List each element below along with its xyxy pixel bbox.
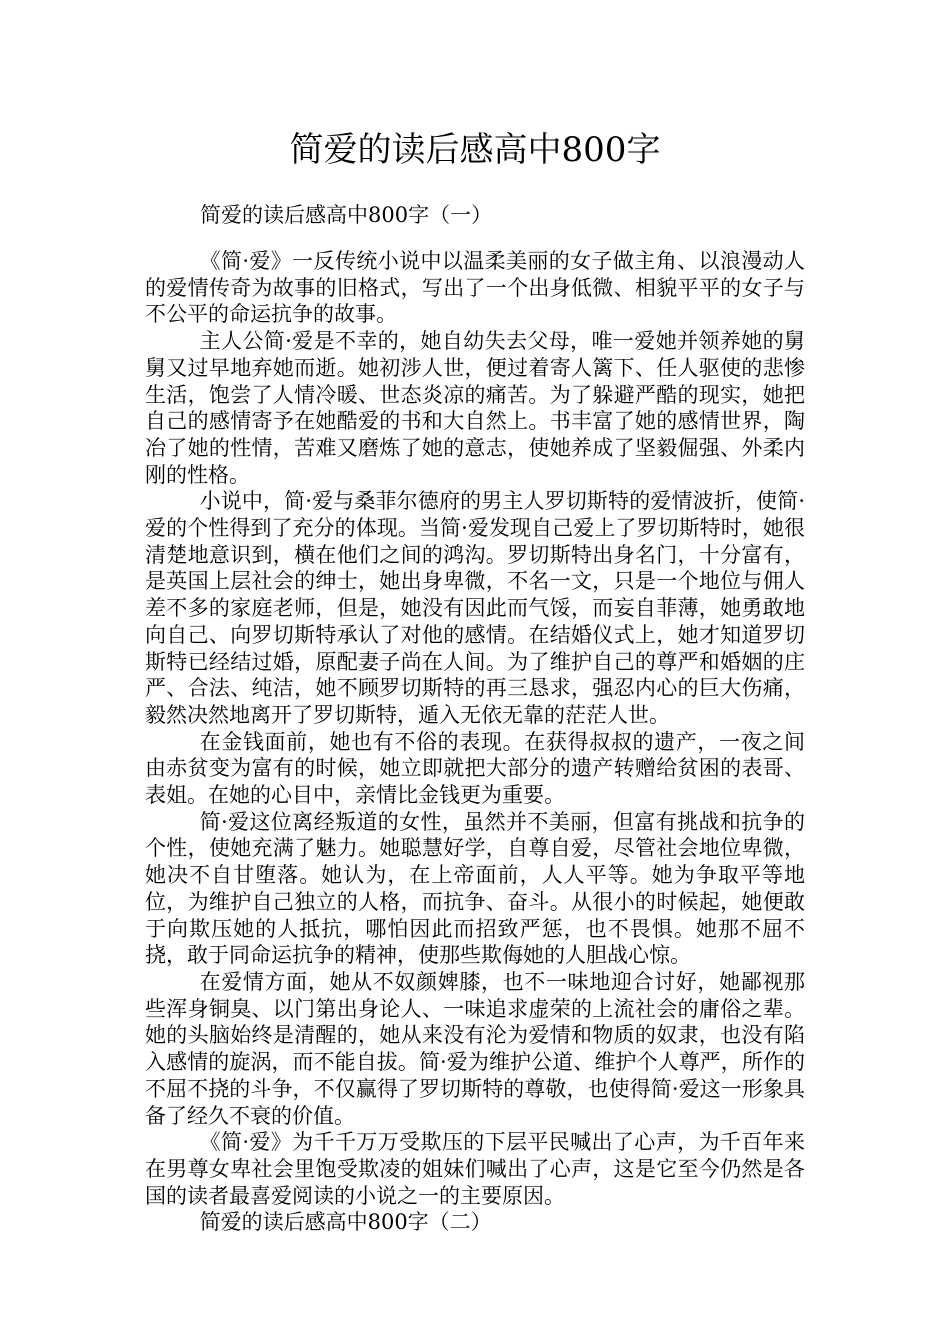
- paragraph: 在金钱面前，她也有不俗的表现。在获得叔叔的遗产，一夜之间由赤贫变为富有的时候，她立即就把大部分的遗产转赠给贫困的表哥、表姐。在她的心目中，亲情比金钱更为重要。: [145, 729, 805, 808]
- document-title: 简爱的读后感高中800字: [289, 130, 661, 170]
- paragraph: 主人公简·爱是不幸的，她自幼失去父母，唯一爱她并领养她的舅舅又过早地弃她而逝。她初涉人世，便过着寄人篱下、任人驱使的悲惨生活，饱尝了人情冷暖、世态炎凉的痛苦。为了躲避严酷的现实，她把自己的感情寄予在她酷爱的书和大自然上。书丰富了她的感情世界，陶冶了她的性情，苦难又磨炼了她的意志，使她养成了坚毅倔强、外柔内刚的性格。: [145, 329, 805, 487]
- paragraph: 《简·爱》一反传统小说中以温柔美丽的女子做主角、以浪漫动人的爱情传奇为故事的旧格式，写出了一个出身低微、相貌平平的女子与不公平的命运抗争的故事。: [145, 249, 805, 327]
- paragraph: 《简·爱》为千千万万受欺压的下层平民喊出了心声，为千百年来在男尊女卑社会里饱受欺凌的姐妹们喊出了心声，这是它至今仍然是各国的读者最喜爱阅读的小说之一的主要原因。: [145, 1130, 805, 1208]
- paragraph: 小说中，简·爱与桑菲尔德府的男主人罗切斯特的爱情波折，使简·爱的个性得到了充分的体现。当简·爱发现自己爱上了罗切斯特时，她很清楚地意识到，横在他们之间的鸿沟。罗切斯特出身名门，十分富有，是英国上层社会的绅士，她出身卑微，不名一文，只是一个地位与佣人差不多的家庭老师，但是，她没有因此而气馁，而妄自菲薄，她勇敢地向自己、向罗切斯特承认了对他的感情。在结婚仪式上，她才知道罗切斯特已经结过婚，原配妻子尚在人间。为了维护自己的尊严和婚姻的庄严、合法、纯洁，她不顾罗切斯特的再三恳求，强忍内心的巨大伤痛，毅然决然地离开了罗切斯特，遁入无依无靠的茫茫人世。: [145, 489, 805, 727]
- section-heading-2: 简爱的读后感高中800字（二）: [199, 1210, 492, 1235]
- paragraph: 简·爱这位离经叛道的女性，虽然并不美丽，但富有挑战和抗争的个性，使她充满了魅力。她聪慧好学，自尊自爱，尽管社会地位卑微，她决不自甘堕落。她认为，在上帝面前，人人平等。她为争取平等地位，为维护自己独立的人格，而抗争、奋斗。从很小的时候起，她便敢于向欺压她的人抵抗，哪怕因此而招致严惩，也不畏惧。她那不屈不挠，敢于同命运抗争的精神，使那些欺侮她的人胆战心惊。: [145, 809, 805, 968]
- paragraph: 在爱情方面，她从不奴颜婢膝，也不一味地迎合讨好，她鄙视那些浑身铜臭、以门第出身论人、一味追求虚荣的上流社会的庸俗之辈。她的头脑始终是清醒的，她从来没有沦为爱情和物质的奴隶，也没有陷入感情的旋涡，而不能自拔。简·爱为维护公道、维护个人尊严，所作的不屈不挠的斗争，不仅赢得了罗切斯特的尊敬，也使得简·爱这一形象具备了经久不衰的价值。: [145, 969, 805, 1128]
- section-heading-1: 简爱的读后感高中800字（一）: [200, 203, 493, 227]
- document-body: [145, 248, 805, 1236]
